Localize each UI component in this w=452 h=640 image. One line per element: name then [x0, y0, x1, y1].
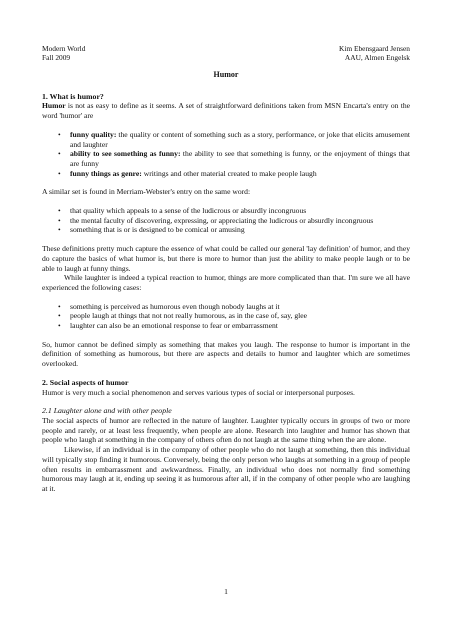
case-text: something is perceived as humorous even though nobody laughs at it [70, 301, 280, 311]
definition-text: the mental faculty of discovering, expressing, or appreciating the ludicrous or absurdly incongruous [70, 215, 374, 225]
section-1-intro [42, 101, 410, 120]
document-title: Humor [213, 70, 239, 79]
cases-list [42, 302, 410, 331]
definition-term: ability to see something as funny: [70, 149, 181, 159]
definition-term: funny things as genre: [70, 168, 142, 178]
definition-term: funny quality: [70, 129, 117, 139]
page-number: 1 [224, 587, 228, 596]
definition-text: the ability to see that something is funny, or the enjoyment of things that are funny [70, 149, 411, 168]
paragraph: So, humor cannot be defined simply as something that makes you laugh. The response to humor is important in the definition of something as humorous, but there are aspects and details to humor and laughter which are sometimes overlooked. [42, 339, 410, 369]
list-item: • people laugh at things that not not really humorous, as in the case of, say, glee [58, 311, 307, 321]
list-item: • something is perceived as humorous even though nobody laughs at it [58, 301, 280, 311]
list-item: • laughter can also be an emotional response to fear or embarrassment [58, 321, 278, 331]
list-item: • funny quality: the quality or content of something such as a story, performance, or joke that elicits amusement and laughter [58, 129, 410, 149]
msn-definition-list [42, 130, 410, 179]
course-name: Modern World [42, 44, 86, 53]
definition-text: that quality which appeals to a sense of the ludicrous or absurdly incongruous [70, 206, 307, 216]
case-text: people laugh at things that not not really humorous, as in the case of, say, glee [70, 311, 307, 321]
list-item: • funny things as genre: writings and other material created to make people laugh [58, 168, 317, 178]
list-item: • something that is or is designed to be comical or amusing [58, 225, 245, 235]
section-1-heading: 1. What is humor? [42, 91, 104, 101]
merriam-intro: A similar set is found in Merriam-Webster's entry on the same word: [42, 187, 251, 197]
header-right [339, 44, 410, 62]
paragraph: While laughter is indeed a typical reaction to humor, things are more complicated than that. I'm sure we all have experienced the following cases: [42, 273, 410, 292]
definition-text: the quality or content of something such as a story, performance, or joke that elicits amusement and laughter [70, 129, 410, 149]
paragraph: Likewise, if an individual is in the company of other people who do not laugh at something, then this individual will typically stop finding it humorous. Conversely, being the only person who laughs at something in a group of people often results in embarrassment and awkwardness. Finally, an individual who does not normally find something humorous may laugh at it, ending up seeing it as humorous after all, if in the company of other people who are laughing at it. [42, 445, 410, 493]
header-left [42, 44, 85, 62]
subsection-2-1-heading: 2.1 Laughter alone and with other people [42, 406, 172, 416]
semester: Fall 2009 [42, 53, 71, 63]
list-item: • that quality which appeals to a sense of the ludicrous or absurdly incongruous [58, 206, 307, 216]
section-2-heading: 2. Social aspects of humor [42, 377, 129, 387]
merriam-definition-list [42, 206, 410, 235]
paragraph: The social aspects of humor are reflected in the nature of laughter. Laughter typically occurs in groups of two or more people and rarely, or at least less frequently, when people are alone. Research into laughter and humor has shown that people who laugh at something in the company of others often do not laugh at the same thing when the are alone. [42, 415, 410, 445]
author-name: Kim Ebensgaard Jensen [338, 44, 410, 53]
institution: AAU, Almen Engelsk [344, 53, 410, 63]
intro-bold-term: Humor [42, 101, 66, 111]
paragraph: Humor is very much a social phenomenon and serves various types of social or interpersonal purposes. [42, 387, 355, 397]
list-item: • ability to see something as funny: the ability to see that something is funny, or the enjoyment of things that are funny [58, 149, 411, 168]
case-text: laughter can also be an emotional response to fear or embarrassment [70, 321, 278, 331]
intro-text: is not as easy to define as it seems. A set of straightforward definitions taken from MSN Encarta's entry on the word 'humor' are [42, 101, 410, 121]
document-body [42, 70, 410, 494]
list-item: • the mental faculty of discovering, expressing, or appreciating the ludicrous or absurdly incongruous [58, 215, 374, 225]
definition-text: writings and other material created to make people laugh [141, 168, 317, 178]
definition-text: something that is or is designed to be comical or amusing [70, 225, 245, 235]
paragraph: These definitions pretty much capture the essence of what could be called our general 'lay definition' of humor, and they do capture the basics of what humor is, but there is more to humor than just the ability to make people laugh or to be able to laugh at funny things. [42, 244, 410, 273]
